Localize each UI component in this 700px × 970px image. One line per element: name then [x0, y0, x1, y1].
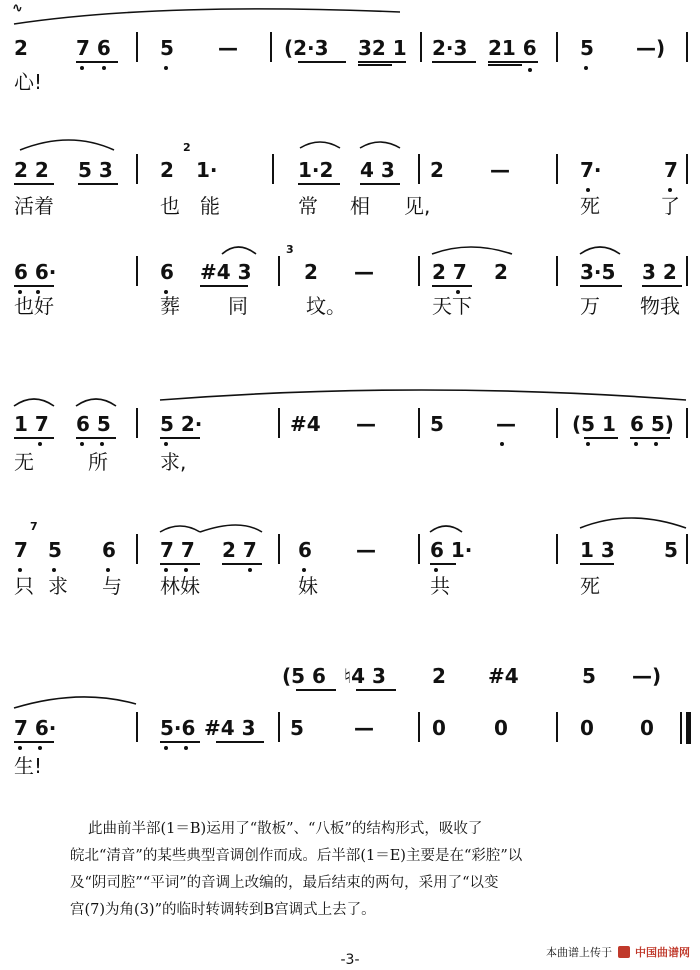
note: 2 2 — [14, 158, 49, 182]
lyric: 只 — [14, 574, 34, 598]
lyric: 死 — [580, 194, 600, 218]
note: 32 1 — [358, 36, 407, 60]
low-octave-dot — [106, 568, 110, 572]
bar-line — [556, 712, 558, 742]
bar-line — [278, 712, 280, 742]
final-bar-thin — [680, 712, 682, 744]
note: 6 1· — [430, 538, 473, 562]
note: — — [354, 716, 374, 740]
note: 3·5 — [580, 260, 616, 284]
low-octave-dot — [634, 442, 638, 446]
slur — [76, 399, 116, 406]
bar-line — [278, 256, 280, 286]
note: 0 — [640, 716, 654, 740]
note: 7 6· — [14, 716, 57, 740]
bar-line — [686, 154, 688, 184]
low-octave-dot — [164, 66, 168, 70]
low-octave-dot — [100, 442, 104, 446]
note: 2 — [494, 260, 508, 284]
commentary-line: 及“阴司腔”“平词”的音调上改编的，最后结束的两句，采用了“以变 — [70, 875, 499, 891]
grace-note: 3 — [286, 243, 294, 256]
commentary — [70, 816, 660, 924]
note: 6 5 — [76, 412, 111, 436]
low-octave-dot — [164, 568, 168, 572]
underline — [222, 563, 262, 565]
low-octave-dot — [248, 568, 252, 572]
underline — [358, 61, 406, 63]
note: 1· — [196, 158, 218, 182]
underline — [14, 437, 54, 439]
low-octave-dot — [102, 66, 106, 70]
low-octave-dot — [164, 442, 168, 446]
bar-line — [556, 256, 558, 286]
underline — [580, 285, 622, 287]
slur — [432, 247, 512, 254]
underline — [432, 61, 476, 63]
slur — [580, 518, 686, 528]
lyric: 天下 — [432, 294, 472, 318]
lyric: 妹 — [298, 574, 318, 598]
lyric: 了 — [660, 194, 680, 218]
page-number: -3- — [340, 952, 360, 968]
bar-line — [686, 534, 688, 564]
lyric: 所 — [88, 450, 108, 474]
bar-line — [136, 256, 138, 286]
slur — [160, 390, 686, 400]
lyric: 林妹 — [160, 574, 200, 598]
note: — — [356, 412, 376, 436]
low-octave-dot — [500, 442, 504, 446]
note: 5·6 — [160, 716, 196, 740]
lyric: 求 — [48, 574, 68, 598]
note: — — [218, 36, 238, 60]
note: (2·3 — [284, 36, 329, 60]
lyric: 无 — [14, 450, 34, 474]
underline — [76, 61, 118, 63]
note: 6 6· — [14, 260, 57, 284]
low-octave-dot — [434, 568, 438, 572]
source-site: 中国曲谱网 — [635, 946, 690, 959]
underline — [642, 285, 682, 287]
bar-line — [418, 534, 420, 564]
underline — [358, 64, 392, 66]
note: 4 3 — [360, 158, 395, 182]
slur — [360, 142, 400, 148]
low-octave-dot — [184, 746, 188, 750]
slur — [160, 526, 200, 532]
note: 5 — [160, 36, 174, 60]
underline — [160, 741, 200, 743]
underline — [14, 741, 54, 743]
bar-line — [686, 256, 688, 286]
note: #4 — [290, 412, 321, 436]
low-octave-dot — [52, 568, 56, 572]
low-octave-dot — [18, 290, 22, 294]
note: 5 — [48, 538, 62, 562]
note: 6 — [102, 538, 116, 562]
underline — [216, 741, 264, 743]
bar-line — [686, 32, 688, 62]
lyric: 与 — [102, 574, 122, 598]
bar-line — [272, 154, 274, 184]
note: 6 — [160, 260, 174, 284]
interlude-note: 5 — [582, 664, 596, 688]
lyric: 物我 — [640, 294, 680, 318]
note: 7 7 — [160, 538, 195, 562]
note: 21 6 — [488, 36, 537, 60]
bar-line — [418, 154, 420, 184]
low-octave-dot — [586, 442, 590, 446]
underline — [430, 563, 456, 565]
lyric: 心! — [14, 70, 43, 94]
low-octave-dot — [164, 290, 168, 294]
bar-line — [136, 712, 138, 742]
low-octave-dot — [18, 746, 22, 750]
note: #4 3 — [200, 260, 252, 284]
note: — — [490, 158, 510, 182]
lyric: 相 — [350, 194, 370, 218]
bar-line — [556, 154, 558, 184]
note: 7· — [580, 158, 602, 182]
grace-note: 7 — [30, 520, 38, 533]
bar-line — [686, 408, 688, 438]
low-octave-dot — [36, 290, 40, 294]
bar-line — [420, 32, 422, 62]
note: (5 1 — [572, 412, 616, 436]
slur — [20, 140, 114, 150]
underline — [200, 285, 248, 287]
lyric: 共 — [430, 574, 450, 598]
lyric: 同 — [228, 294, 248, 318]
lyric: 坟。 — [306, 294, 346, 318]
interlude-note: —) — [632, 664, 662, 688]
note: 2 7 — [222, 538, 257, 562]
underline — [580, 563, 614, 565]
slur — [14, 697, 136, 708]
tempo-mark: ∿ — [12, 1, 23, 16]
lyric: 葬 — [160, 294, 180, 318]
commentary-line: 皖北“清音”的某些典型音调创作而成。后半部(1＝E)主要是在“彩腔”以 — [70, 848, 523, 864]
note: 2 — [160, 158, 174, 182]
underline — [356, 689, 396, 691]
interlude-note: ♮4 3 — [344, 664, 386, 688]
note: 7 6 — [76, 36, 111, 60]
low-octave-dot — [80, 66, 84, 70]
commentary-line: 此曲前半部(1＝B)运用了“散板”、“八板”的结构形式，吸收了 — [88, 821, 483, 837]
underline — [14, 183, 54, 185]
underline — [488, 64, 522, 66]
low-octave-dot — [302, 568, 306, 572]
source-prefix: 本曲谱上传于 — [546, 946, 612, 959]
slur — [430, 526, 462, 532]
underline — [160, 563, 200, 565]
lyric: 也能 — [160, 194, 240, 218]
underline — [630, 437, 670, 439]
low-octave-dot — [528, 68, 532, 72]
note: 0 — [580, 716, 594, 740]
bar-line — [278, 534, 280, 564]
note: 1 3 — [580, 538, 615, 562]
low-octave-dot — [184, 568, 188, 572]
underline — [298, 61, 346, 63]
note: 0 — [432, 716, 446, 740]
note: — — [496, 412, 516, 436]
low-octave-dot — [164, 746, 168, 750]
slur — [200, 525, 262, 532]
bar-line — [418, 256, 420, 286]
bar-line — [136, 534, 138, 564]
bar-line — [136, 32, 138, 62]
note: 1 7 — [14, 412, 49, 436]
lyric: 万 — [580, 294, 600, 318]
interlude-note: (5 6 — [282, 664, 326, 688]
bar-line — [278, 408, 280, 438]
commentary-line: 宫(7)为角(3)”的临时转调转到B宫调式上去了。 — [70, 902, 376, 918]
lyric: 常 — [298, 194, 318, 218]
lyric: 生! — [14, 754, 43, 778]
bar-line — [136, 408, 138, 438]
low-octave-dot — [654, 442, 658, 446]
note: 5 2· — [160, 412, 203, 436]
slur — [300, 142, 340, 148]
note: 2 — [14, 36, 28, 60]
slur — [580, 247, 620, 254]
low-octave-dot — [80, 442, 84, 446]
note: 5 3 — [78, 158, 113, 182]
slur — [222, 247, 256, 254]
lyric: 活着 — [14, 194, 54, 218]
underline — [14, 285, 54, 287]
low-octave-dot — [18, 568, 22, 572]
slur — [14, 399, 54, 406]
low-octave-dot — [586, 188, 590, 192]
low-octave-dot — [38, 442, 42, 446]
bar-line — [270, 32, 272, 62]
note: — — [354, 260, 374, 284]
note: 2 — [430, 158, 444, 182]
note: 2 7 — [432, 260, 467, 284]
note: 5 — [580, 36, 594, 60]
bar-line — [556, 32, 558, 62]
note: 0 — [494, 716, 508, 740]
underline — [76, 437, 116, 439]
note: — — [356, 538, 376, 562]
slur — [14, 9, 400, 24]
underline — [160, 437, 200, 439]
lyric: 求, — [160, 450, 187, 474]
note: 2 — [304, 260, 318, 284]
bar-line — [556, 408, 558, 438]
underline — [360, 183, 400, 185]
note: 1·2 — [298, 158, 334, 182]
note: 3 2 — [642, 260, 677, 284]
note: 2·3 — [432, 36, 468, 60]
note: 6 5) — [630, 412, 674, 436]
note: #4 3 — [204, 716, 256, 740]
bar-line — [418, 408, 420, 438]
note: —) — [636, 36, 666, 60]
lyric: 也好 — [14, 294, 54, 318]
underline — [488, 61, 538, 63]
note: 7 — [664, 158, 678, 182]
underline — [584, 437, 618, 439]
underline — [78, 183, 118, 185]
note: 7 — [14, 538, 28, 562]
interlude-note: 2 — [432, 664, 446, 688]
lyric: 见, — [404, 194, 431, 218]
note: 5 — [290, 716, 304, 740]
low-octave-dot — [38, 746, 42, 750]
bar-line — [136, 154, 138, 184]
underline — [298, 183, 340, 185]
bar-line — [418, 712, 420, 742]
final-bar-thick — [686, 712, 691, 744]
note: 6 — [298, 538, 312, 562]
bar-line — [556, 534, 558, 564]
underline — [432, 285, 472, 287]
low-octave-dot — [668, 188, 672, 192]
low-octave-dot — [584, 66, 588, 70]
underline — [296, 689, 336, 691]
lyric: 死 — [580, 574, 600, 598]
grace-note: 2 — [183, 141, 191, 154]
low-octave-dot — [456, 290, 460, 294]
interlude-note: #4 — [488, 664, 519, 688]
note: 5 — [430, 412, 444, 436]
note: 5 — [664, 538, 678, 562]
